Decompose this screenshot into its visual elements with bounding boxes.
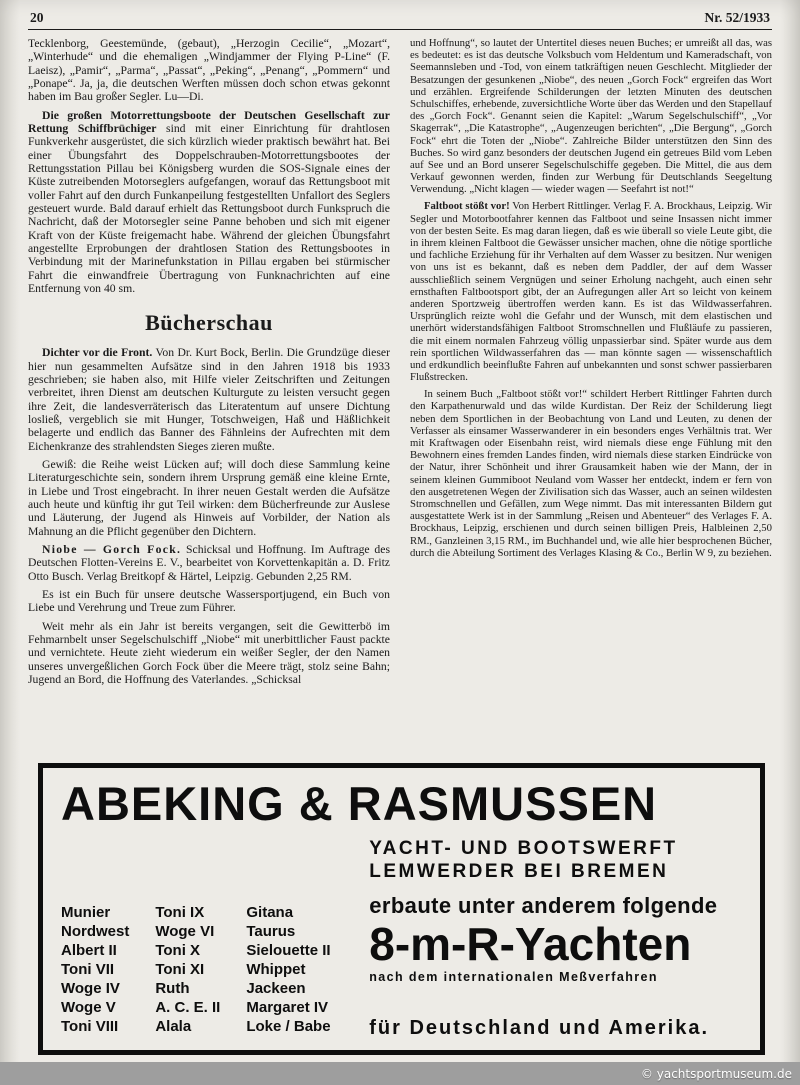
yacht-name-column-3 xyxy=(246,903,330,1036)
yacht-name: Margaret IV xyxy=(246,998,329,1016)
yacht-name: Loke / Babe xyxy=(246,1017,331,1035)
para-schicksal-continuation: und Hoffnung“, so lautet der Untertitel dieses neuen Buches; er umreißt all das, was es bedeutet: es ist das deutsche Volksbuch vom Heldentum und Kameradschaft, von Seemannsleben und -Tod, von einem tatkräftigen neuen Geschlecht. Mitglieder der Besatzungen der gesunkenen „Niobe“, des neuen „Gorch Fock“ ergreifen das Wort und erzählen. Ergreifende Schilderungen der letzten Minuten des deutschen Schulschiffes, erhebende, zuversichtliche Worte über das Werden und den Stapellauf des „Gorch Fock“. Genannt seien die Kapitel: „Warum Segelschulschiff“, „Vor Skagerrak“, „Die Katastrophe“, „Augenzeugen berichten“, „Die Bergung“, „Gorch Fock“ ehrt die Toten der „Niobe“. Zahlreiche Bilder unterstützen den Sinn des Buches. So wird ganz besonders der deutschen Jugend ein getreues Bild vom Leben auf See und an Bord unserer Segelschulschiffe gegeben. Die Mittel, die aus dem Verkauf gewonnen werden, finden zur Werbung für Deutschlands Seegeltung Verwendung. „Nicht klagen — wieder wagen — Seefahrt ist not!“ xyxy=(410,37,772,196)
yacht-name: Toni VII xyxy=(61,960,115,978)
yacht-name: Alala xyxy=(155,1017,192,1035)
para-rescue-text: sind mit einer Einrichtung für drahtlosen Funkverkehr ausgerüstet, die sich kürzlich wieder praktisch bewährt hat. Bei einer Übungsfahrt des Doppelschrauben-Motorrettungsbootes der Rettungsstation Pillau bei Königsberg wurden die SOS-Signale eines der Küste zutreibenden Motorseglers aufgefangen, worauf das Rettungsboot mit voller Fahrt auf den durch Funkanpeilung festgestellten Unfallort des Seglers gesteuert wurde. Bald darauf erhielt das Rettungsboot durch Funkspruch die Nachricht, daß der Motorsegler seine Panne behoben und sich mit eigener Kraft von der Küste freigemacht habe. Während der gleichen Übungsfahrt angestellte Erprobungen der drahtlosen Station des Rettungsbootes in Verbindung mit der Marinefunkstation in Pillau ergaben bei stürmischer Fahrt die einwandfreie Übertragung von Funknachrichten auf eine Entfernung von 40 sm. xyxy=(28,121,390,295)
watermark: © yachtsportmuseum.de xyxy=(640,1066,792,1081)
right-column xyxy=(410,37,772,753)
ad-werft-line-1: YACHT- UND BOOTSWERFT xyxy=(369,838,678,859)
ad-brand: ABEKING & RASMUSSEN xyxy=(61,777,658,830)
para-niobe-gorch-fock xyxy=(28,543,390,583)
ad-right-block xyxy=(369,835,746,1040)
ad-body xyxy=(61,835,746,1040)
ad-box-abeking-rasmussen xyxy=(38,763,765,1055)
yacht-name: Jackeen xyxy=(246,979,306,997)
para-faltboot xyxy=(410,200,772,383)
issue-number: Nr. 52/1933 xyxy=(704,10,770,25)
yacht-name: Toni IX xyxy=(155,903,205,921)
header-rule xyxy=(28,29,772,30)
para-niobe-loss: Weit mehr als ein Jahr ist bereits vergangen, seit die Gewitterbö im Fehmarnbelt unser Segelschulschiff „Niobe“ mit unerbittlicher Faust packte und vernichtete. Heute zieht wiederum ein weißer Segler, der den Namen unseres unvergeßlichen Gorch Fock über die Meere trägt, stolz seine Bahn; Jugend an Bord, die Hoffnung des Vaterlandes. „Schicksal xyxy=(28,619,390,686)
yacht-name-list xyxy=(61,835,369,1040)
para-dichter-front xyxy=(28,346,390,453)
yacht-name: Woge IV xyxy=(61,979,120,997)
footer-bar xyxy=(0,1062,800,1085)
para-dichter-lead: Dichter vor die Front. xyxy=(42,346,153,360)
yacht-name: A. C. E. II xyxy=(155,998,221,1016)
para-rescue-lead: Die großen Motorrettungsboote der Deutschen Gesellschaft zur Rettung Schiffbrüchiger xyxy=(28,108,390,135)
ad-headline-8mr-yachten: 8-m-R-Yachten xyxy=(369,918,692,971)
yacht-name: Whippet xyxy=(246,960,306,978)
para-buch-intro: Es ist ein Buch für unsere deutsche Wassersportjugend, ein Buch von Liebe und Verehrung und Treue zum Führer. xyxy=(28,587,390,615)
yacht-name: Toni VIII xyxy=(61,1017,119,1035)
yacht-name: Nordwest xyxy=(61,922,130,940)
yacht-name: Gitana xyxy=(246,903,294,921)
para-niobe-text: Schicksal und Hoffnung. Im Auftrage des Deutschen Flotten-Vereins E. V., bearbeitet von Korvettenkapitän a. D. Fritz Otto Busch. Verlag Breitkopf & Härtel, Leipzig. Gebunden 2,25 RM. xyxy=(28,542,390,583)
ad-messverfahren-line: nach dem internationalen Meßverfahren xyxy=(369,970,658,985)
para-faltboot-lead: Faltboot stößt vor! xyxy=(424,200,510,213)
yacht-name: Toni XI xyxy=(155,960,205,978)
yacht-name: Woge V xyxy=(61,998,116,1016)
page-number: 20 xyxy=(30,10,44,25)
para-dichter-text: Von Dr. Kurt Bock, Berlin. Die Grundzüge dieser hier nun gesammelten Aufsätze sind in den Jahren 1918 bis 1933 geschrieben; sie haben also, mit Hilfe vieler Zeitschriften und Zeitungen verbreitet, ihren Dienst am deutschen Kulturgute zu leisten versucht gegen ihre Zeit, die landesverräterisch das Literatentum auf unsere Dichtung losließ, vergeblich sie mit Hunger, Totschweigen, Haß und Häßlichkeit belagerte und endlich das Banner des Fähnleins der Aufrechten mit dem Eichenkranze des strahlendsten Sieges zieren mußte. xyxy=(28,346,390,453)
yacht-name: Toni X xyxy=(155,941,201,959)
ad-erbaute-line: erbaute unter anderem folgende xyxy=(369,893,718,919)
page-header xyxy=(0,0,800,29)
para-faltboot-book: In seinem Buch „Faltboot stößt vor!“ schildert Herbert Rittlinger Fahrten durch den Karpathenurwald und das wilde Kurdistan. Der Reiz der Schilderung liegt neben dem Sportlichen in der Beobachtung von Land und Leuten, zu denen der Verfasser als einsamer Wasserwanderer in ein besonders enges Verhältnis trat. Wer mit Kraftwagen oder Eisenbahn reist, wird niemals diese enge Fühlung mit den Bewohnern eines fremden Landes finden, wird niemals diese starken Eindrücke von der Natur, ihrer Schönheit und ihrer Grausamkeit haben wie der Mann, der in seinem kleinen Gummiboot Neuland vom Wasser her entdeckt, indem er fern von den ausgetretenen Wegen der Zivilisation sich das Wasser, auch an seinen wildesten Stromschnellen und Gefällen, zum Wege nimmt. Das mit interessanten Bildern gut ausgestattete Werk ist in der Sammlung „Reisen und Abenteuer“ des Verlages F. A. Brockhaus, Leipzig, erschienen und durch seinen billigen Preis, Halbleinen 2,50 RM., Ganzleinen 3,15 RM., im Buchhandel und, wie alle hier besprochenen Bücher, durch die Abteilung Sortiment des Verlages Klasing & Co., Berlin W 9, zu beziehen. xyxy=(410,388,772,559)
para-faltboot-text: Von Herbert Rittlinger. Verlag F. A. Brockhaus, Leipzig. Wir Segler und Motorbootfahrer kennen das Faltboot und seine Insassen nicht immer von der besten Seite. Es mag daran liegen, daß es wie überall so viele Leute gibt, die in ihrem kleinen Faltboot die Gewässer unsicher machen, ohne die nötige sportliche und fachliche Erziehung für ihr Verhalten auf dem Wasser zu besitzen. Nur wenigen von uns ist es bekannt, daß es neben dem Paddler, der auf dem Wasser ausschließlich seinem Vergnügen und seiner Erholung nachgeht, auch einen sehr ernsthaften Faltbootsport gibt, der an Aufregungen aller Art so leicht von keinem anderen Sportzweig übertroffen werden kann. Es ist das Wildwasserfahren. Ursprünglich reizte wohl die Gefahr und der Wunsch, mit dem elastischen und unerhört widerstandsfähigen Faltboot Stromschnellen und Flußläufe zu passieren, die mit einem normalen Fahrzeug völlig unpassierbar sind. Später wurde aus dem rein sportlichen Wildwasserfahren das — man könnte sagen — wissenschaftlich und erdkundlich beeinflußte Fahren auf unbekannten und sonst schwer passierbaren Flußstrecken. xyxy=(410,200,772,384)
para-niobe-lead: Niobe — Gorch Fock. xyxy=(42,542,182,556)
para-rescue-boats xyxy=(28,109,390,296)
article-columns xyxy=(28,37,772,753)
yacht-name: Munier xyxy=(61,903,111,921)
section-heading-buecherschau: Bücherschau xyxy=(145,310,273,336)
para-windjammer: Tecklenborg, Geestemünde, (gebaut), „Herzogin Cecilie“, „Mozart“, „Winterhude“ und die ehemaligen „Windjammer der Flying P-Line“ (F. Laeisz), „Pamir“, „Parma“, „Passat“, „Peking“, „Penang“, „Pommern“ und „Ponape“. Ja, ja, die deutschen Werften müssen doch schon etwas gekonnt haben im Bau großer Segler. Lu—Di. xyxy=(28,37,390,104)
yacht-name: Woge VI xyxy=(155,922,215,940)
ad-bottom-line: für Deutschland und Amerika. xyxy=(369,1017,709,1039)
yacht-name: Taurus xyxy=(246,922,296,940)
yacht-name-column-2 xyxy=(155,903,220,1036)
para-gewiss: Gewiß: die Reihe weist Lücken auf; will doch diese Sammlung keine Literaturgeschichte sein, sondern ihrem Ursprung gemäß eine kleine Ernte, in Liebe und Trost eingebracht. In ihrer neuen Gestalt werden die Aufsätze auch heute und künftig ihr gut Teil wirken: dem Bücherfreunde zur Auslese und Läuterung, der Jugend als Hinweis auf Vorbilder, der Nation als Mahnung an die Pflicht gegenüber den Dichtern. xyxy=(28,457,390,538)
yacht-name: Albert II xyxy=(61,941,117,959)
yacht-name: Ruth xyxy=(155,979,190,997)
yacht-name-column-1 xyxy=(61,903,129,1036)
left-column xyxy=(28,37,390,753)
ad-werft-line-2: LEMWERDER BEI BREMEN xyxy=(369,861,669,883)
yacht-name: Sielouette II xyxy=(246,941,331,959)
